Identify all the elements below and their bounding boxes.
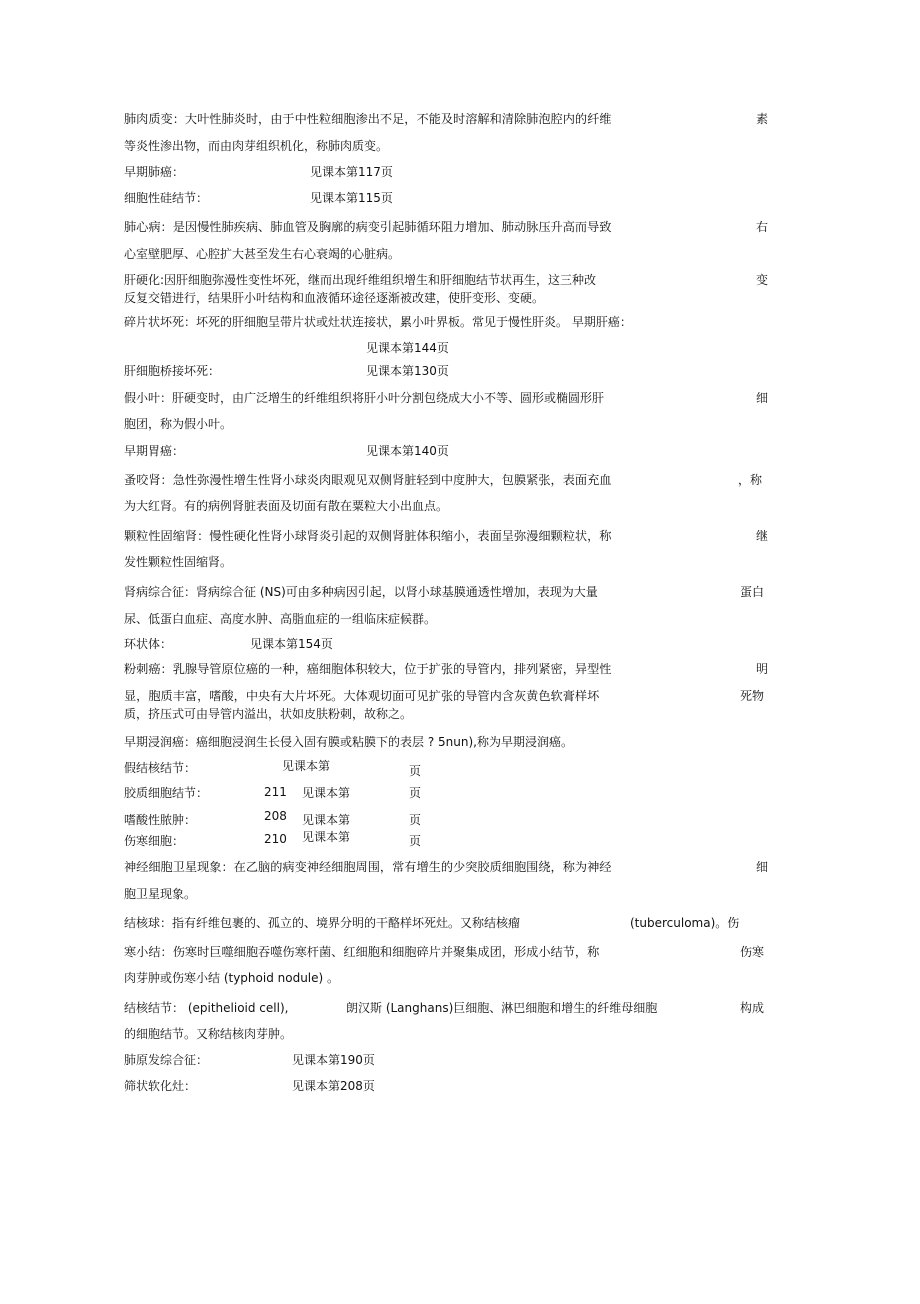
- text-line: 粉刺癌：乳腺导管原位癌的一种，癌细胞体积较大，位于扩张的导管内，排列紧密，异型性: [124, 662, 612, 676]
- text-line: 寒小结：伤寒时巨噬细胞吞噬伤寒杆菌、红细胞和细胞碎片并聚集成团，形成小结节，称: [124, 945, 600, 959]
- term-label: 细胞性硅结节：: [124, 191, 209, 205]
- text-line: 伤寒: [740, 945, 765, 959]
- page-reference: 见课本第190页: [292, 1053, 375, 1067]
- text-line: 胞团，称为假小叶。: [124, 417, 233, 431]
- page-unit: 页: [409, 813, 422, 827]
- term-label: 肝细胞桥接坏死：: [124, 364, 221, 378]
- text-line: 早期浸润癌：癌细胞浸润生长侵入固有膜或粘膜下的表层 ? 5nun),称为早期浸润癌。: [124, 735, 573, 749]
- term-label: 伤寒细胞：: [124, 834, 185, 848]
- text-line: 神经细胞卫星现象：在乙脑的病变神经细胞周围，常有增生的少突胶质细胞围绕，称为神经: [124, 860, 612, 874]
- text-line: 为大红肾。有的病例肾脏表面及切面有散在粟粒大小出血点。: [124, 499, 449, 513]
- text-line: 肾病综合征：肾病综合征 (NS)可由多种病因引起，以肾小球基膜通透性增加，表现为大量: [124, 585, 598, 599]
- text-line: 蚤咬肾：急性弥漫性增生性肾小球炎肉眼观见双侧肾脏轻到中度肿大，包膜紧张，表面充血: [124, 473, 612, 487]
- term-label: 胶质细胞结节：: [124, 786, 209, 800]
- term-label: 假结核结节：: [124, 761, 197, 775]
- text-line: 继: [756, 529, 769, 543]
- text-line: 心室壁肥厚、心腔扩大甚至发生右心衰竭的心脏病。: [124, 247, 401, 261]
- text-line: 肺心病：是因慢性肺疾病、肺血管及胸廓的病变引起肺循环阻力增加、肺动脉压升高而导致: [124, 220, 612, 234]
- page-unit: 页: [409, 834, 422, 848]
- text-line: 显，胞质丰富，嗜酸，中央有大片坏死。大体观切面可见扩张的导管内含灰黄色软膏样坏: [124, 689, 600, 703]
- text-line: 肝硬化:因肝细胞弥漫性变性坏死，继而出现纤维组织增生和肝细胞结节状再生，这三种改: [124, 273, 597, 287]
- page-reference: 见课本第: [302, 786, 351, 800]
- page-reference: 见课本第115页: [310, 191, 393, 205]
- text-line: 颗粒性固缩肾：慢性硬化性肾小球肾炎引起的双侧肾脏体积缩小，表面呈弥漫细颗粒状，称: [124, 529, 612, 543]
- text-line: 死物: [740, 689, 765, 703]
- page-reference: 见课本第208页: [292, 1079, 375, 1093]
- text-line: 结核球：指有纤维包裹的、孤立的、境界分明的干酪样坏死灶。又称结核瘤: [124, 916, 521, 930]
- term-label: 环状体：: [124, 637, 173, 651]
- page-reference: 见课本第: [302, 813, 351, 827]
- term-label: 筛状软化灶：: [124, 1079, 197, 1093]
- text-line: (tuberculoma)。伤: [630, 916, 740, 930]
- term-label: 早期胃癌：: [124, 444, 185, 458]
- text-line: ，称: [738, 473, 763, 487]
- page-reference: 见课本第154页: [250, 637, 333, 651]
- text-line: 蛋白: [740, 585, 765, 599]
- text-line: 发性颗粒性固缩肾。: [124, 555, 233, 569]
- text-line: 细: [756, 860, 769, 874]
- page-number: 211: [264, 785, 287, 799]
- text-line: 右: [756, 220, 769, 234]
- text-line: 变: [756, 273, 769, 287]
- term-label: 肺原发综合征：: [124, 1053, 209, 1067]
- text-line: 构成: [740, 1001, 765, 1015]
- text-line: 尿、低蛋白血症、高度水肿、高脂血症的一组临床症候群。: [124, 612, 437, 626]
- text-line: 结核结节： (epithelioid cell),: [124, 1001, 289, 1015]
- text-line: 肺肉质变：大叶性肺炎时，由于中性粒细胞渗出不足，不能及时溶解和清除肺泡腔内的纤维: [124, 112, 612, 126]
- page-reference: 见课本第: [302, 830, 351, 844]
- page-number: 208: [264, 809, 287, 823]
- text-line: 碎片状坏死：坏死的肝细胞呈带片状或灶状连接状，累小叶界板。常见于慢性肝炎。 早期肝癌：: [124, 315, 632, 329]
- text-line: 胞卫星现象。: [124, 887, 197, 901]
- page-reference: 见课本第144页: [366, 341, 449, 355]
- page-reference: 见课本第117页: [310, 165, 393, 179]
- text-line: 的细胞结节。又称结核肉芽肿。: [124, 1027, 293, 1041]
- text-line: 质，挤压式可由导管内溢出，状如皮肤粉刺，故称之。: [124, 707, 413, 721]
- page-reference: 见课本第140页: [366, 444, 449, 458]
- text-line: 等炎性渗出物，而由肉芽组织机化，称肺肉质变。: [124, 139, 389, 153]
- text-line: 素: [756, 112, 769, 126]
- page-unit: 页: [409, 786, 422, 800]
- text-line: 反复交错进行，结果肝小叶结构和血液循环途径逐渐被改建，使肝变形、变硬。: [124, 291, 545, 305]
- page-number: 210: [264, 832, 287, 846]
- text-line: 细: [756, 391, 769, 405]
- page-unit: 页: [409, 764, 422, 778]
- text-line: 假小叶：肝硬变时，由广泛增生的纤维组织将肝小叶分割包绕成大小不等、圆形或椭圆形肝: [124, 391, 605, 405]
- page-reference: 见课本第130页: [366, 364, 449, 378]
- text-line: 明: [756, 662, 769, 676]
- text-line: 朗汉斯 (Langhans)巨细胞、淋巴细胞和增生的纤维母细胞: [346, 1001, 658, 1015]
- term-label: 嗜酸性脓肿：: [124, 813, 197, 827]
- page-reference: 见课本第: [282, 759, 331, 773]
- term-label: 早期肺癌：: [124, 165, 185, 179]
- text-line: 肉芽肿或伤寒小结 (typhoid nodule) 。: [124, 971, 340, 985]
